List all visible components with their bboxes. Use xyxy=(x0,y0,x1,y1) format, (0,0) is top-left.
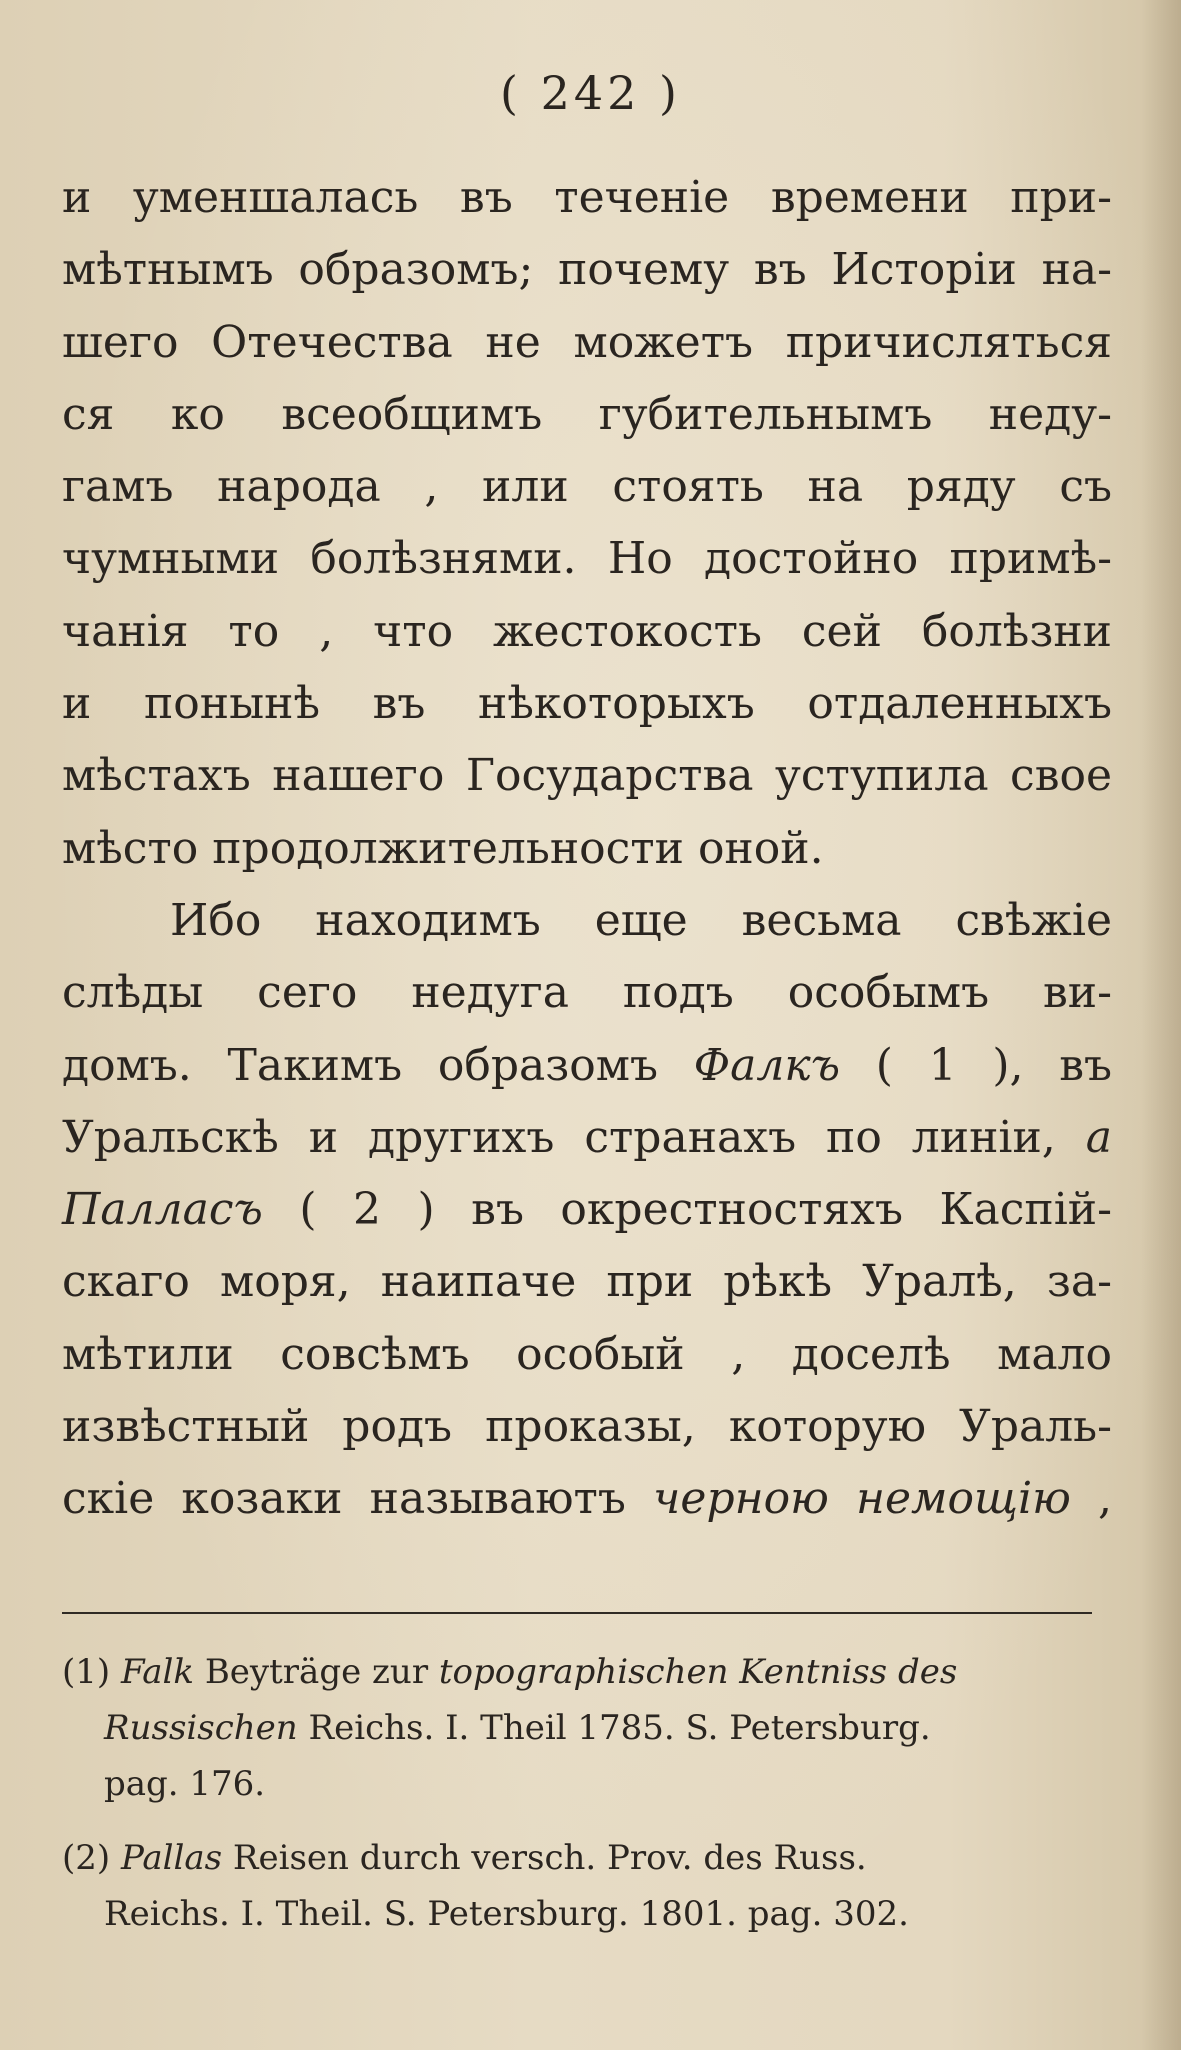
text-line: мѣстахъ нашего Государства уступила свое xyxy=(62,750,1112,802)
text-line xyxy=(62,1102,1112,1174)
footnote-1-line xyxy=(62,1700,1092,1756)
text-line: мѣсто продолжительности оной. xyxy=(62,822,824,874)
text-line: извѣстный родъ проказы, которую Ураль- xyxy=(62,1401,1112,1453)
page-number: ( 242 ) xyxy=(500,66,681,120)
text-segment: скіе козаки называютъ xyxy=(62,1473,654,1525)
text-segment: домъ. Такимъ образомъ xyxy=(62,1039,694,1091)
text-line: мѣтнымъ образомъ; почему въ Исторіи на- xyxy=(62,244,1112,296)
text-line: чанія то , что жестокость сей болѣзни xyxy=(62,605,1112,657)
term-italic: черною немощію xyxy=(653,1473,1071,1525)
footnote-2-line xyxy=(62,1830,1092,1886)
footnote-ref-1: ( 1 ), въ xyxy=(840,1039,1112,1091)
body-text xyxy=(62,162,1112,1536)
text-segment: Уральскѣ и другихъ странахъ по линіи, xyxy=(62,1111,1086,1163)
text-line: скаго моря, наипаче при рѣкѣ Уралѣ, за- xyxy=(62,1256,1112,1308)
footnote-title-italic: topographischen Kentniss des xyxy=(438,1652,958,1692)
text-line xyxy=(62,1030,1112,1102)
footnote-text: Reichs. I. Theil 1785. S. Petersburg. xyxy=(297,1708,931,1748)
text-segment: , xyxy=(1070,1473,1112,1525)
footnote-author: Falk xyxy=(120,1652,195,1692)
footnote-mark: (2) xyxy=(62,1838,111,1878)
footnotes xyxy=(62,1644,1092,1942)
page-edge-shadow xyxy=(1141,0,1181,2050)
footnote-mark: (1) xyxy=(62,1652,111,1692)
text-line: слѣды сего недуга подъ особымъ ви- xyxy=(62,967,1112,1019)
footnote-2-line: Reichs. I. Theil. S. Petersburg. 1801. pag. 302. xyxy=(104,1894,909,1934)
text-segment-italic: а xyxy=(1085,1111,1112,1163)
footnote-1-line: pag. 176. xyxy=(104,1764,266,1804)
author-name-pallas: Палласъ xyxy=(62,1184,263,1236)
author-name-falk: Фалкъ xyxy=(693,1039,841,1091)
footnote-title-italic: Russischen xyxy=(104,1708,298,1748)
text-line: чумными болѣзнями. Но достойно примѣ- xyxy=(62,533,1112,585)
text-line xyxy=(62,1174,1112,1246)
text-line: и уменшалась въ теченіе времени при- xyxy=(62,172,1112,223)
paragraph-start-line: Ибо находимъ еще весьма свѣжіе xyxy=(170,894,1112,946)
footnote-author: Pallas xyxy=(120,1838,223,1878)
text-line: гамъ народа , или стоять на ряду съ xyxy=(62,461,1112,513)
text-line: шего Отечества не можетъ причисляться xyxy=(62,316,1112,368)
text-line: и понынѣ въ нѣкоторыхъ отдаленныхъ xyxy=(62,678,1112,730)
footnote-gap xyxy=(62,1812,1092,1830)
footnote-divider xyxy=(62,1612,1092,1614)
text-line: мѣтили совсѣмъ особый , доселѣ мало xyxy=(62,1328,1112,1380)
footnote-1-line xyxy=(62,1644,1092,1700)
text-line xyxy=(62,1463,1112,1535)
footnote-text: Reisen durch versch. Prov. des Russ. xyxy=(222,1838,867,1878)
text-line: ся ко всеобщимъ губительнымъ неду- xyxy=(62,388,1112,440)
footnote-text: Beyträge zur xyxy=(194,1652,439,1692)
footnote-ref-2: ( 2 ) въ окрестностяхъ Каспій- xyxy=(262,1184,1112,1236)
